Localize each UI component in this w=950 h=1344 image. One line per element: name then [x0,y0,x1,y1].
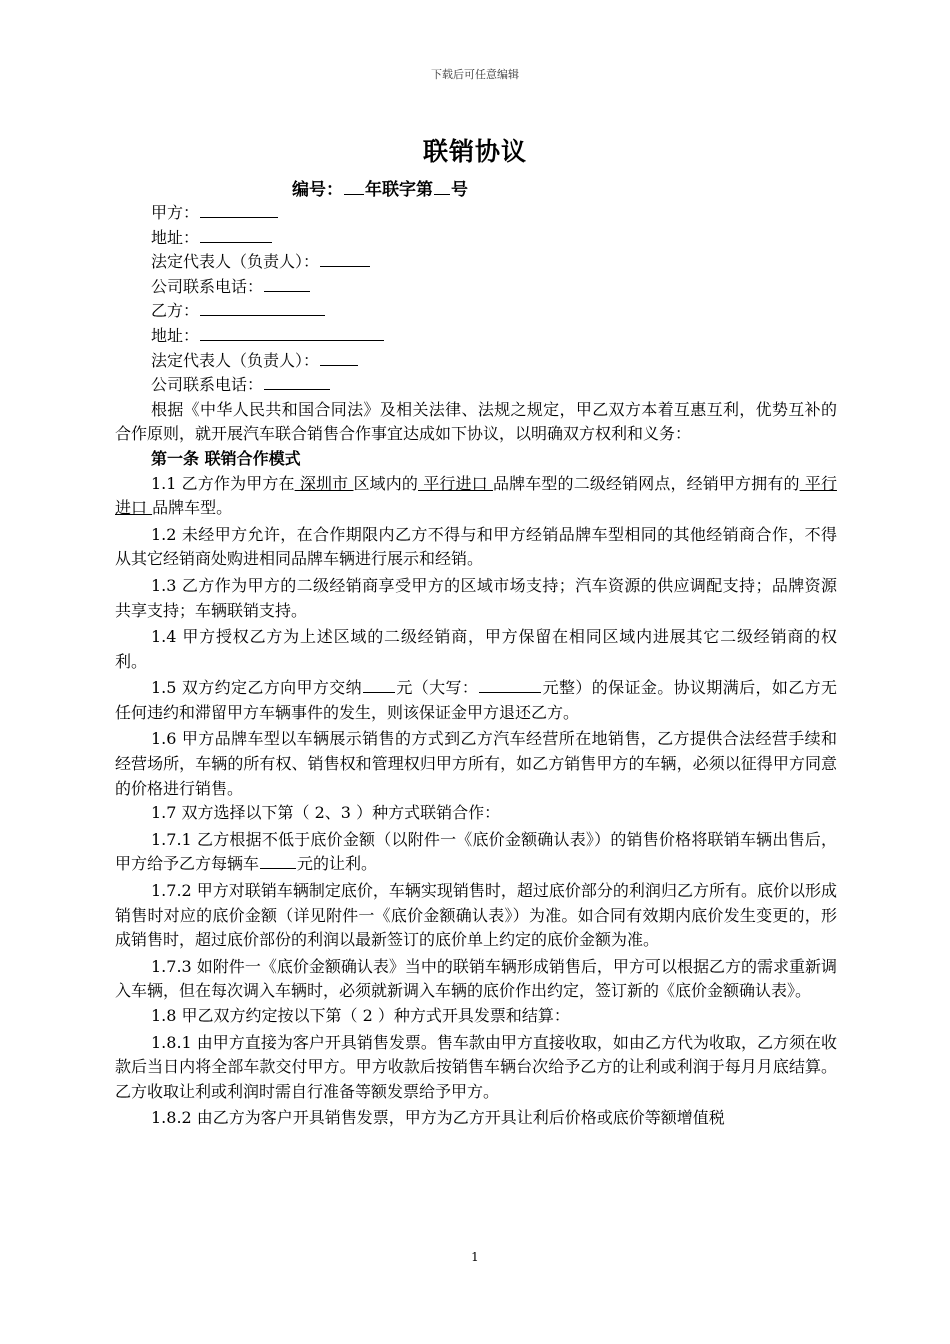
blank-field [200,201,278,218]
blank-no [434,178,450,195]
document-body [115,201,837,1131]
article-1-heading: 第一条 联销合作模式 [151,448,301,468]
blank-amount [363,676,395,693]
blank-year [344,178,364,195]
clause-1-7: 1.7 双方选择以下第（ 2、3 ）种方式联销合作： [151,803,501,823]
party-b-address: 地址： [115,324,837,349]
number-post: 号 [451,180,468,200]
blank-field [264,373,330,390]
party-a-address: 地址： [115,226,837,251]
clause-1-7-2: 1.7.2 甲方对联销车辆制定底价，车辆实现销售时，超过底价部分的利润归乙方所有。底价以形成销售时对应的底价金额（详见附件一《底价金额确认表》）为准。如合同有效期内底价发生变更的，形成销售时，超过底价部份的利润以最新签订的底价单上约定的底价金额为准。 [115,881,837,950]
party-b-phone: 公司联系电话： [115,373,837,398]
header-note: 下载后可任意编辑 [431,68,519,81]
blank-field [320,349,358,366]
blank-field [264,275,310,292]
party-a-name: 甲方： [115,201,837,226]
blank-field [200,324,384,341]
party-b-name: 乙方： [115,299,837,324]
clause-1-7-3: 1.7.3 如附件一《底价金额确认表》当中的联销车辆形成销售后，甲方可以根据乙方的需求重新调入车辆，但在每次调入车辆时，必须就新调入车辆的底价作出约定，签订新的《底价金额确认表》。 [115,956,837,1001]
clause-1-2: 1.2 未经甲方允许，在合作期限内乙方不得与和甲方经销品牌车型相同的其他经销商合作，不得从其它经销商处购进相同品牌车辆进行展示和经销。 [115,524,837,569]
party-b-legal-rep: 法定代表人（负责人）： [115,349,837,374]
clause-1-3: 1.3 乙方作为甲方的二级经销商享受甲方的区域市场支持；汽车资源的供应调配支持；品牌资源共享支持；车辆联销支持。 [115,575,837,620]
party-a-legal-rep: 法定代表人（负责人）： [115,250,837,275]
clause-1-1: 1.1 乙方作为甲方在 深圳市 区域内的 平行进口 品牌车型的二级经销网点，经销甲方拥有的 平行进口 品牌车型。 [115,473,837,518]
intro-paragraph: 根据《中华人民共和国合同法》及相关法律、法规之规定，甲乙双方本着互惠互利，优势互补的合作原则，就开展汽车联合销售合作事宜达成如下协议，以明确双方权利和义务： [115,399,837,444]
clause-1-4: 1.4 甲方授权乙方为上述区域的二级经销商，甲方保留在相同区域内进展其它二级经销商的权利。 [115,627,837,671]
clause-1-7-1: 1.7.1 乙方根据不低于底价金额（以附件一《底价金额确认表》）的销售价格将联销车辆出售后，甲方给予乙方每辆车 元的让利。 [115,829,837,874]
blank-field [200,226,272,243]
clause-1-8-1: 1.8.1 由甲方直接为客户开具销售发票。售车款由甲方直接收取，如由乙方代为收取，乙方须在收款后当日内将全部车款交付甲方。甲方收款后按销售车辆台次给予乙方的让利或利润于每月月底结算。乙方收取让利或利润时需自行准备等额发票给予甲方。 [115,1032,837,1101]
page-number: 1 [471,1250,479,1264]
party-a-phone: 公司联系电话： [115,275,837,300]
clause-1-5: 1.5 双方约定乙方向甲方交纳 元（大写： 元整）的保证金。协议期满后，如乙方无任何违约和滞留甲方车辆事件的发生，则该保证金甲方退还乙方。 [115,678,837,722]
blank-field [200,299,325,316]
brand-value: 平行进口 [418,473,494,493]
brand-value: 平行进口 [115,473,837,518]
clause-1-6: 1.6 甲方品牌车型以车辆展示销售的方式到乙方汽车经营所在地销售，乙方提供合法经营手续和经营场所，车辆的所有权、销售权和管理权归甲方所有，如乙方销售甲方的车辆，必须以征得甲方同意的价格进行销售。 [115,729,837,798]
clause-1-8: 1.8 甲乙双方约定按以下第（ 2 ）种方式开具发票和结算： [151,1006,570,1025]
blank-rebate [260,852,296,869]
number-label: 编号： [292,180,343,200]
clause-1-8-2: 1.8.2 由乙方为客户开具销售发票，甲方为乙方开具让利后价格或底价等额增值税 [151,1108,725,1128]
number-mid: 年联字第 [365,180,433,200]
blank-amount-words [479,676,541,693]
agreement-number [292,175,468,200]
blank-field [320,250,370,267]
page-title: 联销协议 [422,137,527,166]
city-value: 深圳市 [294,473,354,493]
